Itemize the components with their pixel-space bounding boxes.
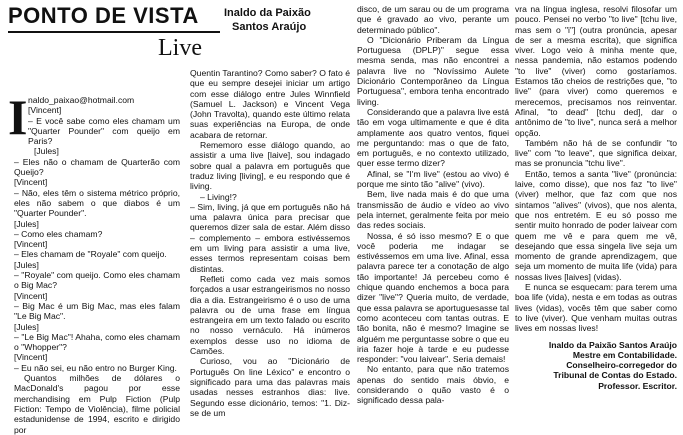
dialogue-line: – E você sabe como eles chamam um "Quarter Pounder" com queijo em Paris?: [28, 115, 180, 147]
body-paragraph: O "Dicionário Priberam da Língua Portuguesa (DPLP)" segue essa mesma senda, mas não encontrei a palavra live no "Novíssimo Aulete Dicionário Contemporâneo da Língua Portuguesa", embora tenha encontrado living.: [357, 34, 509, 107]
speaker-tag: [Vincent]: [14, 239, 48, 250]
signature-line: Conselheiro-corregedor do: [566, 360, 677, 371]
dialogue-line: – Eu não sei, eu não entro no Burger King.: [14, 362, 177, 373]
signature-name: Inaldo da Paixão Santos Araújo: [548, 339, 677, 350]
speaker-tag: [Jules]: [34, 146, 59, 157]
dialogue-line: – Como eles chamam?: [14, 228, 103, 239]
text-column-4: [515, 4, 677, 425]
dialogue-line: – "Le Big Mac"! Ahaha, como eles chamam o "Whopper"?: [14, 331, 180, 353]
speaker-tag: [Jules]: [14, 321, 39, 332]
author-line-1: Inaldo da Paixão: [224, 7, 311, 19]
speaker-tag: [Jules]: [14, 259, 39, 270]
body-paragraph: Quentin Tarantino? Como saber? O fato é que eu sempre desejei iniciar um artigo com esse diálogo entre Jules Winnfield (Samuel L. Jackson) e Vincent Vega (John Travolta), quando este último relata suas experiências na Europa, de onde acabara de retornar.: [190, 68, 350, 140]
dialogue-line: – Eles chamam de "Royale" com queijo.: [14, 249, 167, 260]
drop-cap: I: [8, 89, 28, 145]
text-column-1: [14, 95, 180, 435]
body-paragraph: Então, temos a santa "live" (pronúncia: laive, como disse), que nos faz "to live" (viver) melhor, que faz com que nos sintamos "alives" (vivos), que nos alenta, que nos entretém. E eu só posso me sentir muito honrado de poder laivear com quem me vê e para quem me vê, desejando que essa singela live seja um momento de grande aprendizagem, que seja um momento de muita life (vida) para nossas lives [laives] (vidas).: [515, 168, 677, 282]
author-name: [224, 6, 344, 34]
body-paragraph: Considerando que a palavra live está tão em voga ultimamente e que é dita amplamente aos quatro ventos, fiquei me perguntando: mas o que de fato, em português, e no contexto utilizado, quer esse termo dizer?: [357, 106, 509, 169]
speaker-tag: [Vincent]: [14, 290, 48, 301]
section-title: PONTO DE VISTA: [8, 3, 199, 28]
body-paragraph: Refleti como cada vez mais somos forçados a usar estrangeirismos no nosso dia a dia. Estrangeirismo é o uso de uma palavra ou de uma frase em língua estrangeira em um texto falado ou escrito no nosso vernáculo. Há inúmeros exemplos desse uso no idioma de Camões.: [190, 273, 350, 357]
dialogue-line: – Não, eles têm o sistema métrico próprio, eles não sabem o que diabos é um "Quarter Pounder".: [14, 187, 180, 219]
article-header: [8, 4, 348, 64]
body-paragraph: Nossa, é só isso mesmo? E o que você poderia me indagar se estivéssemos em uma live. Afinal, essa palavra parece ter a conotação de algo tão importante! Já percebeu como é chique quando enchemos a boca para dizer "live"? Queria muito, de verdade, que essa palavra se aportuguesasse tal como aconteceu com tantas outras. E tão bonita, não é mesmo? Imagine se alguém me perguntasse sobre o que eu iria fazer hoje à tarde e eu pudesse responder: "vou laivear". Seria demais!: [357, 230, 509, 365]
text-column-3: [357, 4, 509, 425]
dialogue-line: – Eles não o chamam de Quarterão com Queijo?: [14, 156, 180, 178]
author-email: naldo_paixao@hotmail.com: [28, 95, 135, 105]
body-paragraph: E nunca se esquecam: para terem uma boa life (vida), nesta e em todas as outras lives (vidas), vocês têm que saber como to live (viver). Que venham muitas outras lives em nossas lives!: [515, 282, 677, 334]
signature-line: Tribunal de Contas do Estado.: [553, 370, 677, 381]
body-paragraph: Rememoro esse diálogo quando, ao assistir a uma live [laive], sou indagado sobre qual a palavra em português que traduz living [living], e eu respondo que é living.: [190, 140, 350, 192]
body-paragraph: Afinal, se "I'm live" (estou ao vivo) é porque me sinto tão "alive" (vivo).: [357, 168, 509, 190]
speaker-tag: [Vincent]: [28, 105, 62, 116]
author-signature: [515, 340, 677, 391]
speaker-tag: [Vincent]: [14, 177, 48, 188]
body-paragraph: vra na língua inglesa, resolvi filosofar um pouco. Pensei no verbo "to live" [tchu live, mas sem o "i"] (outra pronúncia, apesar de ser a mesma escrita), que significa viver. Logo veio à minha mente que, nessa pandemia, não estamos podendo "to live" (viver) como gostaríamos. Estamos tão cheios de restrições que, "to live" (para viver) como queremos e merecemos, precisamos nos reinventar. Afinal, "to dead" [tchu ded], dar o antônimo de "to live", nunca será a melhor opção.: [515, 4, 677, 138]
body-paragraph: Também não há de se confundir "to live" com "to leave", que significa deixar, mas se pronuncia "tchu live".: [515, 137, 677, 169]
body-paragraph: Quantos milhões de dólares o MacDonald's pagou por esse merchandising em Pulp Fiction (Pulp Fiction: Tempo de Violência), filme policial estadunidense de 1994, escrito e dirigido por: [14, 373, 180, 435]
author-line-2: Santos Araújo: [232, 21, 307, 33]
body-paragraph: disco, de um sarau ou de um programa que é gravado ao vivo, perante um determinado público".: [357, 4, 509, 35]
speaker-tag: [Vincent]: [14, 352, 48, 363]
title-rule: [8, 31, 220, 33]
speaker-tag: [Jules]: [14, 218, 39, 229]
text-column-2: [190, 68, 350, 425]
body-paragraph: No entanto, para que não tratemos apenas do sentido mais óbvio, e considerando o quão vasto é o significado dessa pala-: [357, 364, 509, 406]
article-title: Live: [158, 35, 202, 61]
signature-line: Mestre em Contabilidade.: [572, 349, 677, 360]
body-paragraph: – Living!?: [200, 191, 237, 202]
signature-line: Professor. Escritor.: [598, 380, 677, 391]
body-paragraph: Curioso, vou ao "Dicionário de Português On line Léxico" e encontro o significado para uma das palavras mais usadas nesses estranhos dias: live. Segundo esse dicionário, temos: "1. Diz-se de um: [190, 356, 350, 418]
body-paragraph: – Sim, living, já que em português não há uma palavra única para precisar que queremos dizer sala de estar. Além disso – complemento – embora estivéssemos em um living para assistir a uma live, esses termos representam coisas bem distintas.: [190, 201, 350, 274]
dialogue-line: – "Royale" com queijo. Como eles chamam o Big Mac?: [14, 270, 180, 291]
dialogue-line: – Big Mac é um Big Mac, mas eles falam "Le Big Mac".: [14, 300, 180, 322]
body-paragraph: Bem, live nada mais é do que uma transmissão de áudio e vídeo ao vivo pela internet, geralmente feita por meio das redes sociais.: [357, 189, 509, 231]
